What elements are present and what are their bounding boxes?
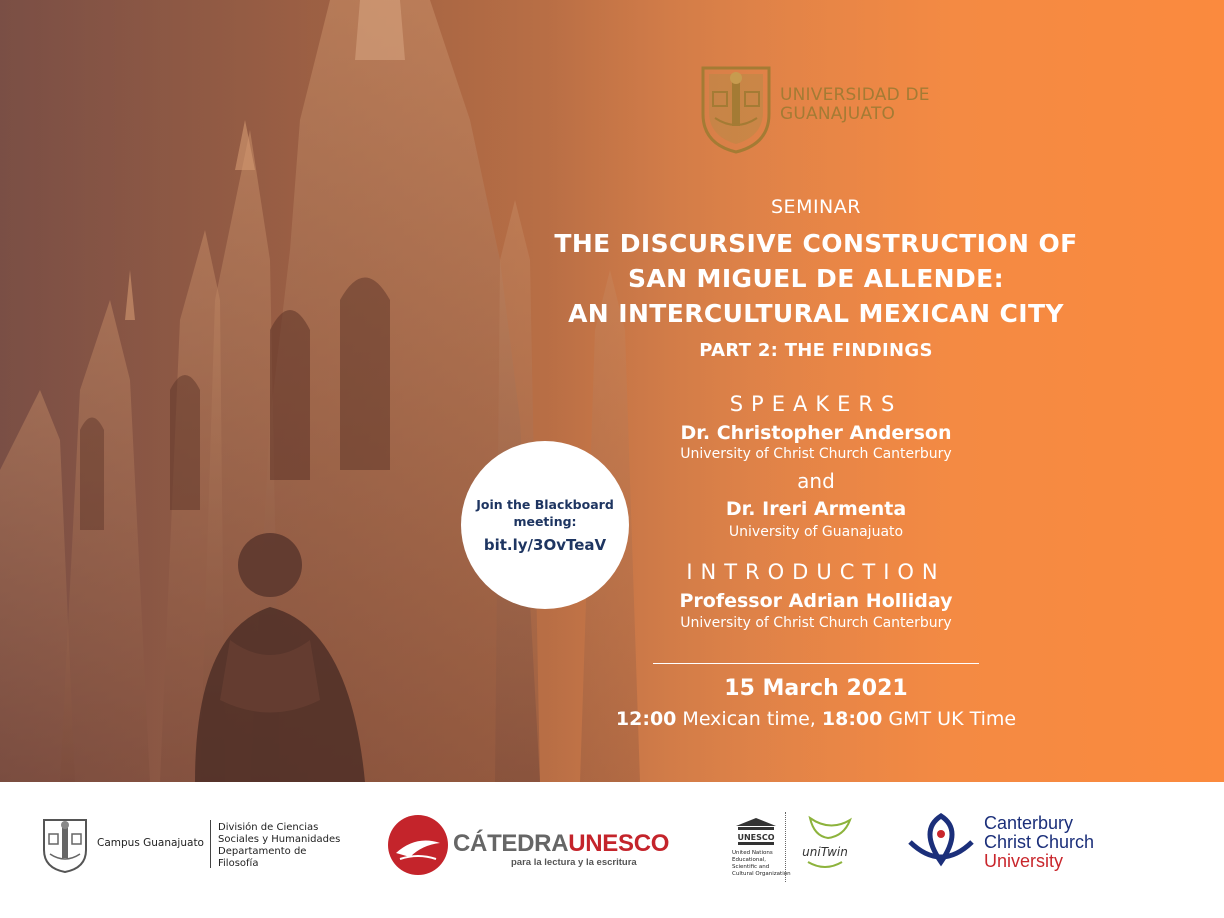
ccc-line1: Canterbury bbox=[984, 813, 1074, 833]
meeting-bubble[interactable] bbox=[461, 441, 629, 609]
event-part: PART 2: THE FINDINGS bbox=[699, 340, 933, 361]
speaker1-affiliation: University of Christ Church Canterbury bbox=[680, 446, 952, 462]
meeting-label-line2: meeting: bbox=[513, 514, 577, 529]
time-uk: 18:00 bbox=[821, 708, 883, 730]
unesco-mark: UNESCO bbox=[737, 833, 775, 842]
introducer-name: Professor Adrian Holliday bbox=[679, 590, 953, 612]
unesco-line2: Educational, Scientific and bbox=[732, 857, 770, 870]
speaker1-name: Dr. Christopher Anderson bbox=[680, 422, 952, 444]
catedra-unesco-name bbox=[453, 830, 669, 858]
event-title-line2: SAN MIGUEL DE ALLENDE: bbox=[627, 264, 1005, 293]
canterbury-emblem-icon bbox=[906, 812, 976, 874]
campus-label: Campus Guanajuato bbox=[97, 837, 204, 849]
unesco-line1: United Nations bbox=[732, 850, 773, 856]
sponsor-footer bbox=[0, 782, 1224, 918]
speaker2-name: Dr. Ireri Armenta bbox=[725, 498, 907, 520]
divider-line bbox=[653, 663, 979, 664]
catedra-name-a: CÁTEDRA bbox=[453, 830, 569, 857]
canterbury-name bbox=[984, 814, 1094, 871]
event-title-line1: THE DISCURSIVE CONSTRUCTION OF bbox=[554, 229, 1078, 258]
introducer-affiliation: University of Christ Church Canterbury bbox=[680, 615, 952, 631]
time-mexico: 12:00 bbox=[615, 708, 677, 730]
speakers-heading: SPEAKERS bbox=[729, 392, 903, 416]
university-name-line1: UNIVERSIDAD DE bbox=[780, 85, 930, 105]
unesco-line3: Cultural Organization bbox=[732, 871, 791, 877]
time-uk-label: GMT UK Time bbox=[882, 708, 1017, 730]
division-line1: División de Ciencias bbox=[218, 822, 319, 833]
catedra-subtitle: para la lectura y la escritura bbox=[511, 857, 637, 868]
division-line4: Filosofía bbox=[218, 858, 259, 869]
unitwin-icon bbox=[790, 814, 860, 872]
university-crest-icon bbox=[697, 62, 775, 154]
event-title-line3: AN INTERCULTURAL MEXICAN CITY bbox=[568, 299, 1064, 328]
ccc-line2: Christ Church bbox=[984, 832, 1095, 852]
time-mexico-label: Mexican time, bbox=[676, 708, 822, 730]
event-times bbox=[600, 708, 1032, 730]
division-line2: Sociales y Humanidades bbox=[218, 834, 341, 845]
university-name-line2: GUANAJUATO bbox=[780, 104, 896, 124]
catedra-unesco-icon bbox=[386, 813, 450, 877]
ccc-line3: University bbox=[984, 851, 1064, 871]
catedra-name-b: UNESCO bbox=[568, 830, 670, 857]
event-title bbox=[480, 226, 1152, 331]
speaker2-affiliation: University of Guanajuato bbox=[728, 524, 904, 540]
unesco-org-text bbox=[732, 850, 792, 878]
meeting-link[interactable]: bit.ly/3OvTeaV bbox=[483, 536, 607, 554]
speakers-conjunction: and bbox=[797, 469, 835, 493]
university-name bbox=[780, 86, 980, 124]
campus-crest-icon bbox=[40, 816, 90, 874]
division-text bbox=[218, 822, 340, 870]
division-line3: Departamento de bbox=[218, 846, 307, 857]
event-date: 15 March 2021 bbox=[724, 676, 908, 701]
meeting-label bbox=[470, 496, 620, 530]
campus-divider bbox=[210, 820, 211, 868]
unitwin-text: uniTwin bbox=[802, 845, 848, 859]
introduction-heading: INTRODUCTION bbox=[686, 560, 946, 584]
meeting-label-line1: Join the Blackboard bbox=[476, 497, 614, 512]
event-type: SEMINAR bbox=[771, 196, 861, 218]
unesco-temple-icon bbox=[734, 816, 778, 846]
unesco-dotted-divider bbox=[785, 812, 786, 882]
